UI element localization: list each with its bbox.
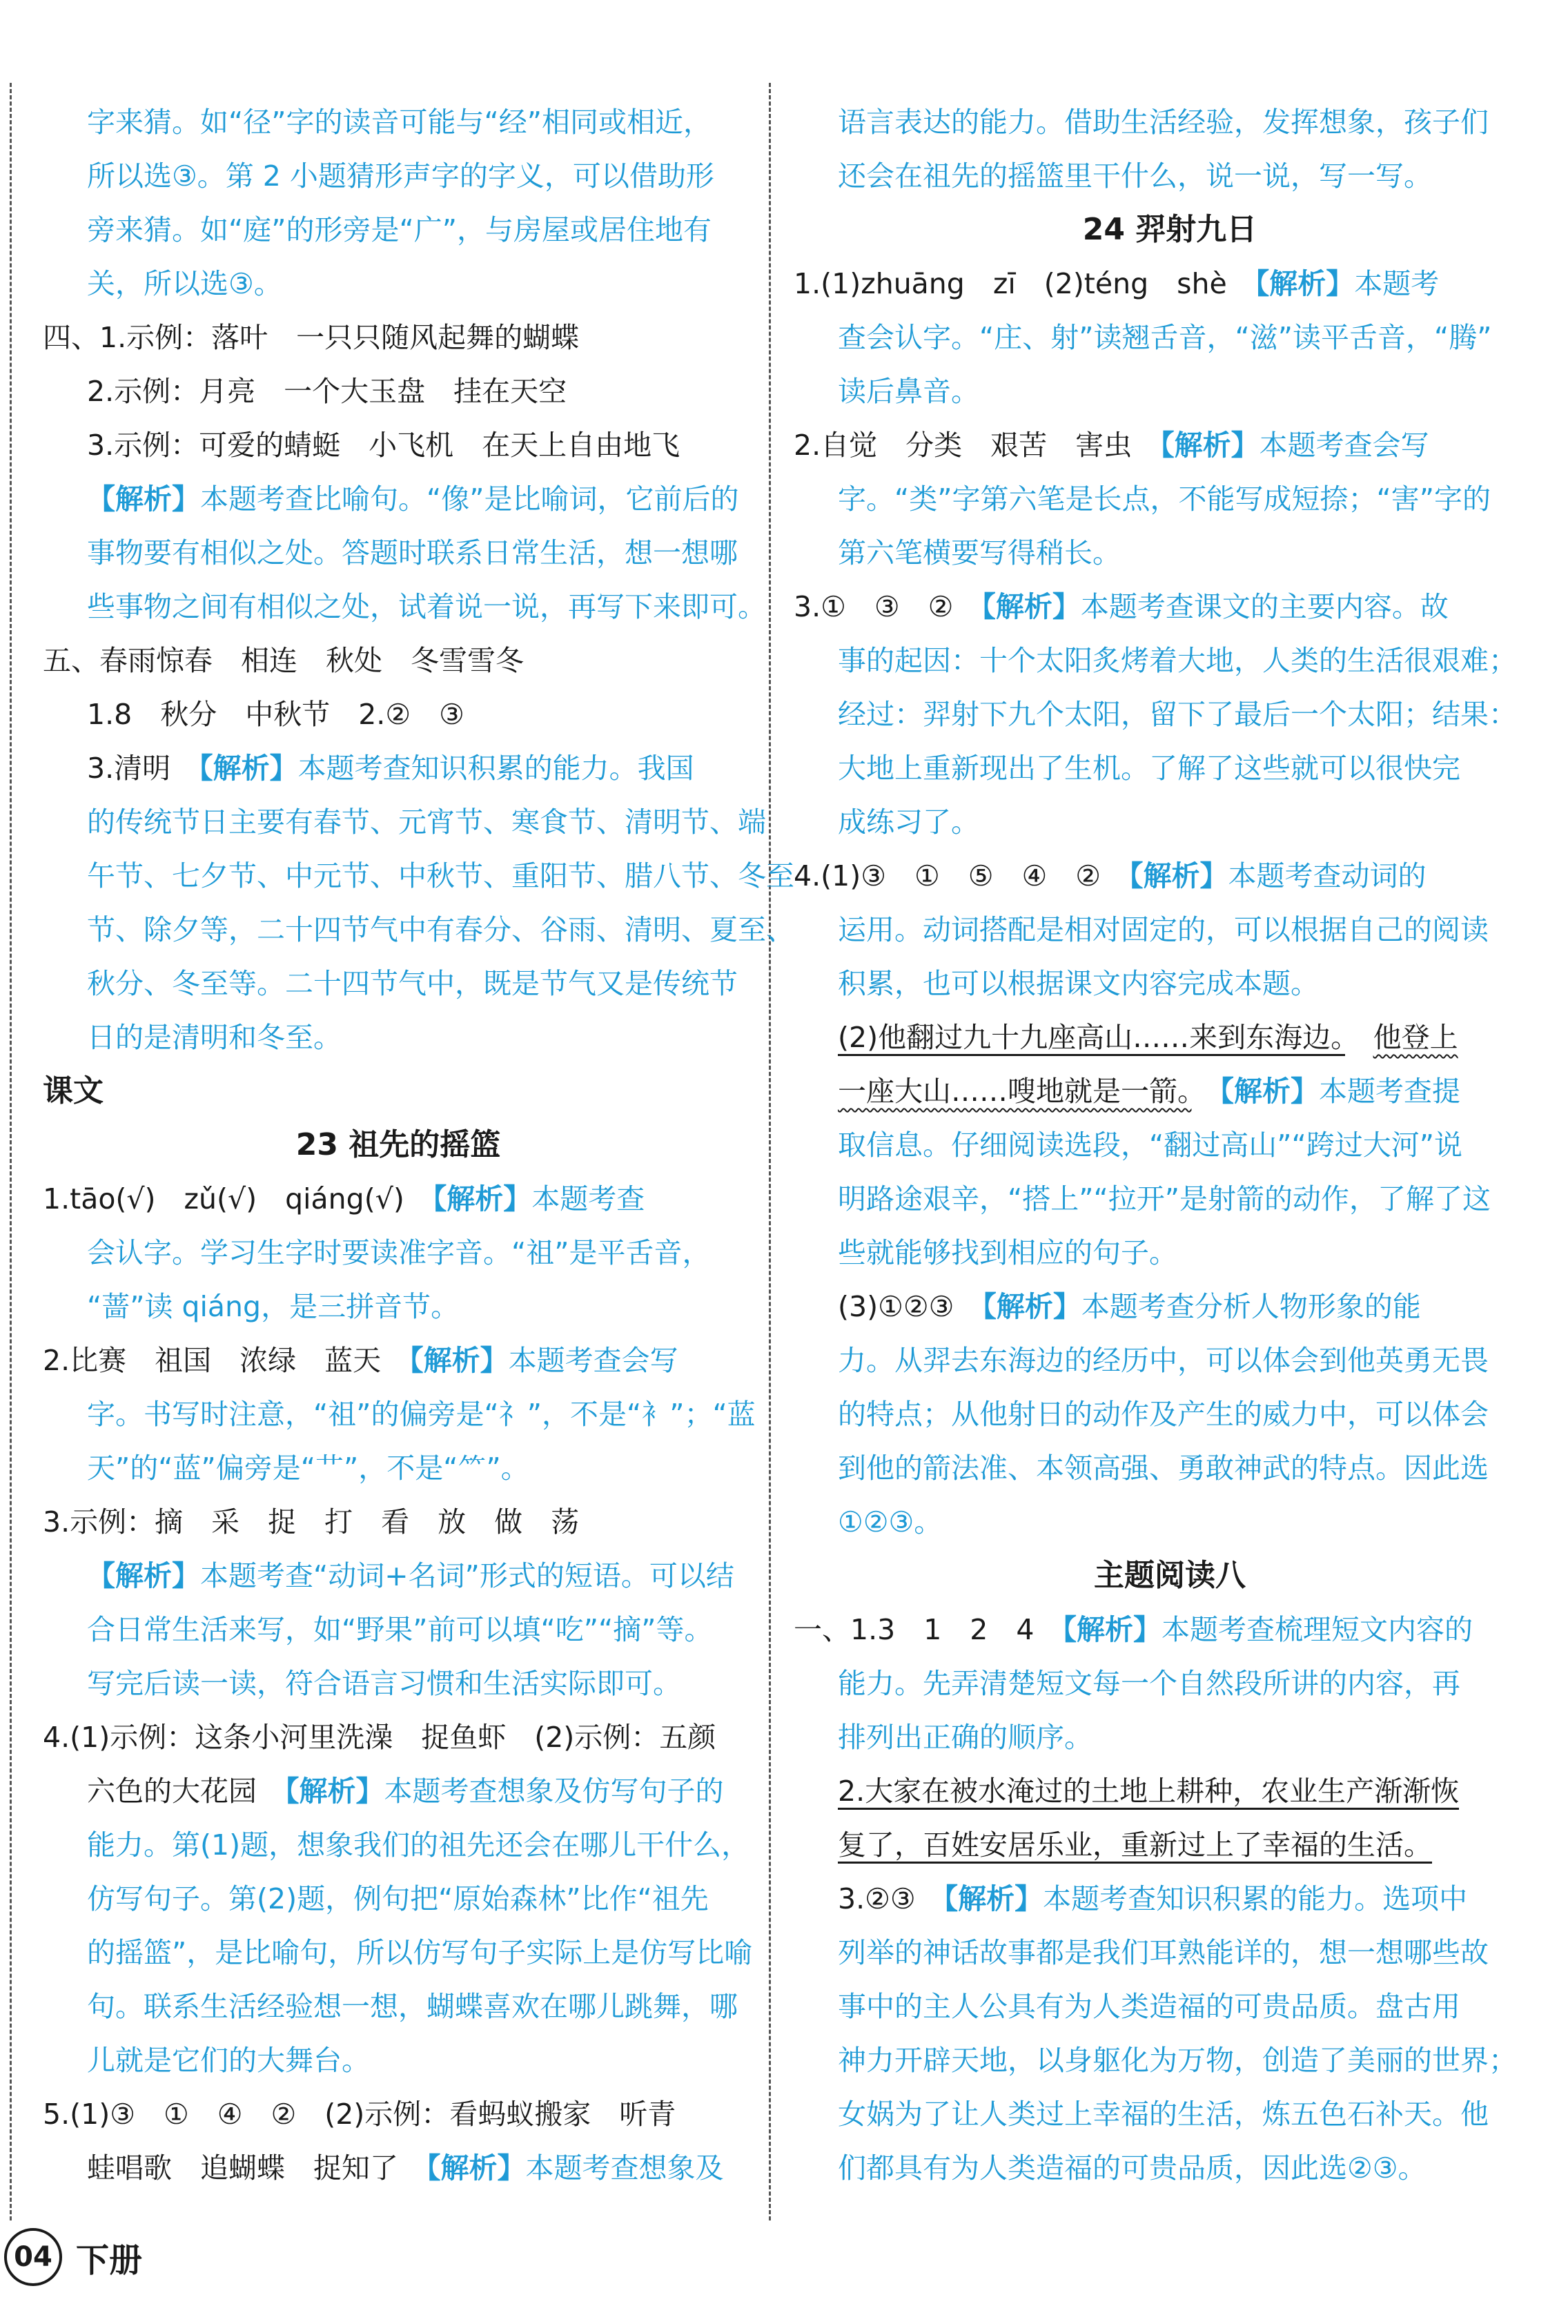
- answer-line: 1.tāo(√) zǔ(√) qiáng(√) 【解析】本题考查: [43, 1182, 645, 1215]
- text-line: 节、除夕等，二十四节气中有春分、谷雨、清明、夏至、: [87, 913, 794, 946]
- wavy-underlined-sentence: 一座大山……嗖地就是一箭。: [838, 1075, 1192, 1108]
- book-volume-label: 下册: [76, 2240, 143, 2280]
- answer-line: 2.自觉 分类 艰苦 害虫 【解析】本题考查会写: [794, 429, 1429, 462]
- text-line: 明路途艰辛，“搭上”“拉开”是射箭的动作，了解了这: [838, 1182, 1491, 1215]
- text-line: 仿写句子。第(2)题，例句把“原始森林”比作“祖先: [87, 1882, 709, 1915]
- text-line: 排列出正确的顺序。: [838, 1721, 1092, 1754]
- text-line: 查会认字。“庄、射”读翘舌音，“滋”读平舌音，“腾”: [838, 321, 1492, 354]
- answer-line: 蛙唱歌 追蝴蝶 捉知了 【解析】本题考查想象及: [87, 2151, 724, 2185]
- text-line: 些就能够找到相应的句子。: [838, 1236, 1177, 1269]
- text-line: 天”的“蓝”偏旁是“艹”，不是“⺮”。: [87, 1452, 529, 1485]
- answer-line: 3.清明 【解析】本题考查知识积累的能力。我国: [87, 752, 694, 785]
- text-line: 们都具有为人类造福的可贵品质，因此选②③。: [838, 2151, 1427, 2185]
- text-line: 事中的主人公具有为人类造福的可贵品质。盘古用: [838, 1990, 1460, 2023]
- text-line: 字。“类”字第六笔是长点，不能写成短捺；“害”字的: [838, 482, 1491, 516]
- text-line: 合日常生活来写，如“野果”前可以填“吃”“摘”等。: [87, 1613, 713, 1646]
- text-line: 事的起因：十个太阳炙烤着大地，人类的生活很艰难；: [838, 644, 1517, 677]
- text-line: 第六笔横要写得稍长。: [838, 536, 1121, 569]
- analysis-line: 【解析】本题考查比喻句。“像”是比喻词，它前后的: [87, 482, 739, 516]
- answer-line: 2.示例：月亮 一个大玉盘 挂在天空: [87, 375, 567, 408]
- answer-line: 五、春雨惊春 相连 秋处 冬雪雪冬: [43, 644, 524, 677]
- text-line: 的摇篮”，是比喻句，所以仿写句子实际上是仿写比喻: [87, 1936, 753, 1969]
- analysis-tag: 【解析】: [87, 482, 200, 516]
- analysis-tag: 【解析】: [1062, 1613, 1162, 1646]
- answer-line: 3.示例：摘 采 捉 打 看 放 做 荡: [43, 1505, 580, 1539]
- text-line: 到他的箭法准、本领高强、勇敢神武的特点。因此选: [838, 1452, 1489, 1485]
- analysis-tag: 【解析】: [1219, 1075, 1319, 1108]
- straight-underlined-sentence: 2.大家在被水淹过的土地上耕种，农业生产渐渐恢: [838, 1775, 1459, 1810]
- wavy-underlined-sentence: 他登上: [1373, 1021, 1458, 1054]
- text-line: 读后鼻音。: [838, 375, 979, 408]
- analysis-tag: 【解析】: [87, 1559, 200, 1592]
- text-line: 能力。第(1)题，想象我们的祖先还会在哪儿干什么，: [87, 1828, 750, 1862]
- analysis-tag: 【解析】: [285, 1775, 384, 1808]
- section-heading: 课文: [43, 1073, 104, 1109]
- analysis-tag: 【解析】: [1160, 429, 1260, 462]
- answer-line: 5.(1)③ ① ④ ② (2)示例：看蚂蚁搬家 听青: [43, 2098, 676, 2131]
- left-column: [43, 95, 794, 2195]
- text-line: 的特点；从他射日的动作及产生的威力中，可以体会: [838, 1398, 1489, 1431]
- answer-line: [794, 1818, 1546, 1872]
- answer-line: 一座大山……嗖地就是一箭。 【解析】本题考查提: [838, 1075, 1460, 1108]
- text-line: 能力。先弄清楚短文每一个自然段所讲的内容，再: [838, 1667, 1460, 1700]
- text-line: 些事物之间有相似之处，试着说一说，再写下来即可。: [87, 590, 766, 623]
- text-line: 事物要有相似之处。答题时联系日常生活，想一想哪: [87, 536, 738, 569]
- answer-line: 1.8 秋分 中秋节 2.② ③: [87, 698, 464, 731]
- text-line: “蔷”读 qiáng，是三拼音节。: [87, 1290, 460, 1323]
- analysis-tag: 【解析】: [409, 1344, 509, 1377]
- text-line: 字。书写时注意，“祖”的偏旁是“礻”，不是“衤”；“蓝: [87, 1398, 756, 1431]
- text-line: 秋分、冬至等。二十四节气中，既是节气又是传统节: [87, 967, 738, 1000]
- text-line: ①②③。: [838, 1505, 943, 1539]
- left-margin-dashed-line: [10, 83, 12, 2220]
- text-line: 取信息。仔细阅读选段，“翻过高山”“跨过大河”说: [838, 1129, 1462, 1162]
- answer-line: 1.(1)zhuāng zī (2)téng shè 【解析】本题考: [794, 267, 1440, 300]
- answer-line: 3.②③ 【解析】本题考查知识积累的能力。选项中: [838, 1882, 1468, 1915]
- text-line: 语言表达的能力。借助生活经验，发挥想象，孩子们: [838, 106, 1489, 139]
- answer-line: 4.(1)示例：这条小河里洗澡 捉鱼虾 (2)示例：五颜: [43, 1721, 716, 1754]
- text-line: 旁来猜。如“庭”的形旁是“广”，与房屋或居住地有: [87, 213, 712, 246]
- text-line: 经过：羿射下九个太阳，留下了最后一个太阳；结果：: [838, 698, 1517, 731]
- text-line: 女娲为了让人类过上幸福的生活，炼五色石补天。他: [838, 2098, 1489, 2131]
- text-line: 句。联系生活经验想一想，蝴蝶喜欢在哪儿跳舞，哪: [87, 1990, 738, 2023]
- straight-underlined-sentence: 复了，百姓安居乐业，重新过上了幸福的生活。: [838, 1828, 1432, 1864]
- text-line: 字来猜。如“径”字的读音可能与“经”相同或相近，: [87, 106, 712, 139]
- answer-line: (3)①②③ 【解析】本题考查分析人物形象的能: [838, 1290, 1421, 1323]
- lesson-title: 24 羿射九日: [1082, 212, 1257, 247]
- analysis-tag: 【解析】: [199, 752, 298, 785]
- answer-line: 4.(1)③ ① ⑤ ④ ② 【解析】本题考查动词的: [794, 859, 1427, 892]
- lesson-title: 23 祖先的摇篮: [295, 1127, 501, 1162]
- text-line: 运用。动词搭配是相对固定的，可以根据自己的阅读: [838, 913, 1489, 946]
- analysis-tag: 【解析】: [427, 2151, 526, 2185]
- column-divider-dashed-line: [769, 83, 771, 2220]
- analysis-line: 【解析】本题考查“动词+名词”形式的短语。可以结: [87, 1559, 734, 1592]
- text-line: 力。从羿去东海边的经历中，可以体会到他英勇无畏: [838, 1344, 1489, 1377]
- page-footer: [4, 2228, 142, 2286]
- text-line: 神力开辟天地，以身躯化为万物，创造了美丽的世界；: [838, 2044, 1517, 2077]
- analysis-tag: 【解析】: [982, 1290, 1081, 1323]
- text-line: 的传统节日主要有春节、元宵节、寒食节、清明节、端: [87, 805, 766, 839]
- analysis-tag: 【解析】: [432, 1182, 532, 1215]
- text-line: 会认字。学习生字时要读准字音。“祖”是平舌音，: [87, 1236, 711, 1269]
- answer-line: 3.示例：可爱的蜻蜓 小飞机 在天上自由地飞: [87, 429, 680, 462]
- answer-line: 一、1.3 1 2 4 【解析】本题考查梳理短文内容的: [794, 1613, 1473, 1646]
- analysis-tag: 【解析】: [943, 1882, 1043, 1915]
- text-line: 关，所以选③。: [87, 267, 282, 300]
- text-line: 午节、七夕节、中元节、中秋节、重阳节、腊八节、冬至: [87, 859, 794, 892]
- answer-line: 六色的大花园 【解析】本题考查想象及仿写句子的: [87, 1775, 724, 1808]
- answer-line: 四、1.示例：落叶 一只只随风起舞的蝴蝶: [43, 321, 580, 354]
- text-line: 还会在祖先的摇篮里干什么，说一说，写一写。: [838, 159, 1432, 193]
- analysis-tag: 【解析】: [1128, 859, 1228, 892]
- analysis-tag: 【解析】: [1255, 267, 1355, 300]
- text-line: 大地上重新现出了生机。了解了这些就可以很快完: [838, 752, 1460, 785]
- answer-line: 2.比赛 祖国 浓绿 蓝天 【解析】本题考查会写: [43, 1344, 678, 1377]
- analysis-tag: 【解析】: [981, 590, 1081, 623]
- text-line: 所以选③。第 2 小题猜形声字的字义，可以借助形: [87, 159, 714, 193]
- text-line: 列举的神话故事都是我们耳熟能详的，想一想哪些故: [838, 1936, 1489, 1969]
- answer-line: 3.① ③ ② 【解析】本题考查课文的主要内容。故: [794, 590, 1449, 623]
- text-line: 积累，也可以根据课文内容完成本题。: [838, 967, 1319, 1000]
- answer-line: [794, 1010, 1546, 1064]
- text-line: 日的是清明和冬至。: [87, 1021, 342, 1054]
- straight-underlined-sentence: (2)他翻过九十九座高山……来到东海边。: [838, 1021, 1345, 1056]
- text-line: 写完后读一读，符合语言习惯和生活实际即可。: [87, 1667, 681, 1700]
- right-column: [794, 95, 1546, 2195]
- theme-reading-title: 主题阅读八: [1094, 1558, 1246, 1593]
- answer-line: [794, 1764, 1546, 1818]
- text-line: 儿就是它们的大舞台。: [87, 2044, 370, 2077]
- text-line: 成练习了。: [838, 805, 979, 839]
- page-number: 04: [4, 2228, 62, 2286]
